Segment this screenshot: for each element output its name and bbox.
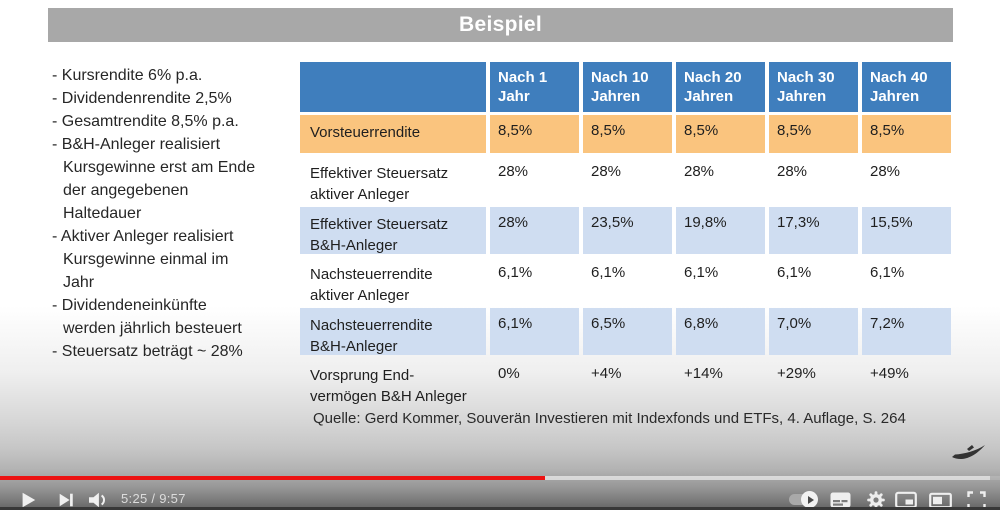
table-cell: 7,2% [862,308,951,355]
bullet-line: - Aktiver Anleger realisiert [52,228,234,245]
table-cell: 6,5% [583,308,672,355]
row-label: Nachsteuerrendite aktiver Anleger [310,266,433,304]
column-header: Nach 1 Jahr [490,62,579,112]
bullet-line: Haltedauer [63,205,142,222]
column-header: Nach 20 Jahren [676,62,765,112]
row-label: Vorsprung End- vermögen B&H Anleger [310,367,467,405]
table-cell: 7,0% [769,308,858,355]
row-label: Vorsteuerrendite [300,115,486,153]
column-header: Nach 30 Jahren [769,62,858,112]
table-cell: 8,5% [862,115,951,153]
source-citation: Quelle: Gerd Kommer, Souverän Investieren mit Indexfonds und ETFs, 4. Auflage, S. 264 [313,410,906,427]
table-cell: 28% [684,163,715,180]
table-cell: 17,3% [769,207,858,254]
returns-table [300,62,951,405]
table-cell: +49% [870,365,909,382]
slide-title: Beispiel [48,8,953,42]
bullet-line: der angegebenen [63,182,189,199]
bullet-line: - Steuersatz beträgt ~ 28% [52,343,243,360]
bullet-line: - B&H-Anleger realisiert [52,136,221,153]
bullet-line: - Gesamtrendite 8,5% p.a. [52,113,239,130]
table-cell: 28% [498,163,529,180]
table-corner-cell [300,62,486,112]
table-cell: 0% [498,365,520,382]
table-cell: 6,1% [490,308,579,355]
player-control-bar [0,455,1000,510]
column-header: Nach 40 Jahren [862,62,951,112]
table-cell: 6,1% [684,264,719,281]
progress-bar[interactable] [0,476,1000,480]
bullet-line: Kursgewinne erst am Ende [63,159,256,176]
time-display: 5:25 / 9:57 [121,491,186,506]
table-cell: 6,1% [591,264,626,281]
bullet-line: - Dividendeneinkünfte [52,297,207,314]
table-cell: 6,1% [498,264,533,281]
table-cell: 6,8% [676,308,765,355]
table-cell: +4% [591,365,622,382]
bullet-line: - Kursrendite 6% p.a. [52,67,203,84]
row-label: Effektiver Steuersatz B&H-Anleger [300,207,486,254]
table-cell: +29% [777,365,816,382]
table-cell: 23,5% [583,207,672,254]
table-cell: 28% [870,163,901,180]
row-label: Nachsteuerrendite B&H-Anleger [300,308,486,355]
table-cell: 8,5% [676,115,765,153]
autoplay-toggle-play-icon [801,491,818,508]
table-cell: 28% [490,207,579,254]
table-cell: 8,5% [490,115,579,153]
table-cell: 19,8% [676,207,765,254]
table-cell: 28% [777,163,808,180]
table-cell: 6,1% [777,264,812,281]
bullet-line: - Dividendenrendite 2,5% [52,90,232,107]
bullet-line: Kursgewinne einmal im [63,251,229,268]
row-label: Effektiver Steuersatz aktiver Anleger [310,165,449,203]
table-cell: 6,1% [870,264,905,281]
bullet-line: Jahr [63,274,95,291]
table-cell: +14% [684,365,723,382]
table-cell: 8,5% [769,115,858,153]
slide-bullet-list [52,64,304,363]
table-cell: 15,5% [862,207,951,254]
table-cell: 28% [591,163,622,180]
progress-played [0,476,545,480]
autoplay-toggle[interactable] [789,494,817,505]
table-cell: 8,5% [583,115,672,153]
bullet-line: werden jährlich besteuert [63,320,242,337]
column-header: Nach 10 Jahren [583,62,672,112]
